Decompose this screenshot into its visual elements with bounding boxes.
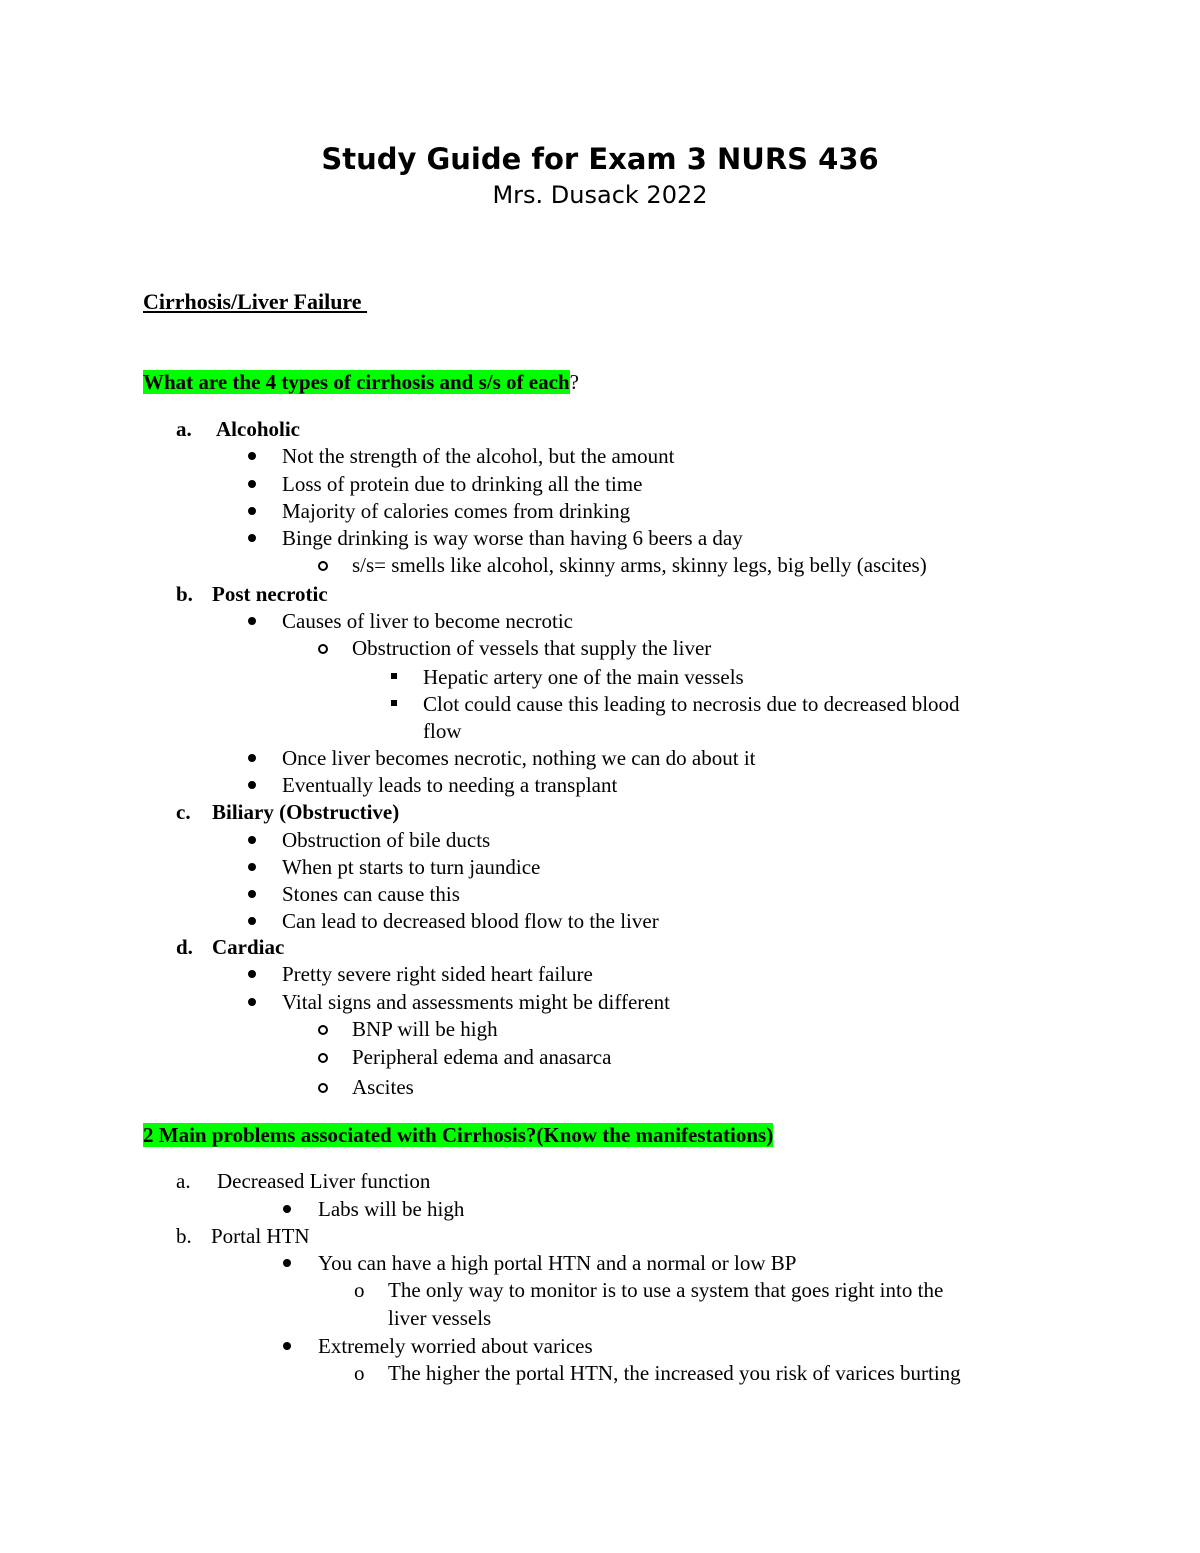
bullet-icon <box>248 890 256 898</box>
bullet-icon <box>248 507 256 515</box>
bullet-icon <box>248 754 256 762</box>
square-bullet-icon <box>391 700 397 706</box>
list-item: Ascites <box>352 1075 414 1099</box>
list-item: Binge drinking is way worse than having 6 beers a day <box>282 526 743 550</box>
bullet-icon <box>283 1259 291 1267</box>
bullet-icon <box>248 534 256 542</box>
type-alcoholic: Alcoholic <box>216 417 300 441</box>
list-item: Vital signs and assessments might be different <box>282 990 670 1014</box>
list-item: Eventually leads to needing a transplant <box>282 773 618 797</box>
bullet-icon <box>248 781 256 789</box>
bullet-icon <box>248 863 256 871</box>
section-heading: Cirrhosis/Liver Failure <box>143 289 368 314</box>
list-item: BNP will be high <box>352 1017 498 1041</box>
bullet-icon <box>283 1342 291 1350</box>
list-item: Once liver becomes necrotic, nothing we can do about it <box>282 746 756 770</box>
type-cardiac: Cardiac <box>212 935 285 959</box>
circle-bullet-icon <box>318 561 328 571</box>
list-item: The only way to monitor is to use a system that goes right into the <box>388 1278 944 1302</box>
circle-bullet-icon <box>318 1025 328 1035</box>
type-post-necrotic: Post necrotic <box>212 582 328 606</box>
document-title: Study Guide for Exam 3 NURS 436 <box>321 142 879 176</box>
document-subtitle: Mrs. Dusack 2022 <box>492 181 708 209</box>
list-item: Labs will be high <box>318 1197 465 1221</box>
list-item: Loss of protein due to drinking all the time <box>282 472 643 496</box>
question-1-highlight: What are the 4 types of cirrhosis and s/s of each <box>143 370 570 394</box>
letter-o-bullet: o <box>354 1278 365 1302</box>
list-item: Can lead to decreased blood flow to the liver <box>282 909 659 933</box>
bullet-icon <box>248 617 256 625</box>
circle-bullet-icon <box>318 1053 328 1063</box>
list-item: Causes of liver to become necrotic <box>282 609 573 633</box>
problem-portal-htn: Portal HTN <box>211 1224 310 1248</box>
list-item: Extremely worried about varices <box>318 1334 593 1358</box>
list-item: Not the strength of the alcohol, but the amount <box>282 444 675 468</box>
list-marker-b: b. <box>176 1224 192 1248</box>
question-1 <box>143 368 579 396</box>
list-item: Pretty severe right sided heart failure <box>282 962 593 986</box>
bullet-icon <box>283 1205 291 1213</box>
question-2-highlight: 2 Main problems associated with Cirrhosis?(Know the manifestations) <box>143 1123 774 1147</box>
list-item: The higher the portal HTN, the increased you risk of varices burting <box>388 1361 961 1385</box>
list-item: When pt starts to turn jaundice <box>282 855 541 879</box>
list-marker-c: c. <box>176 800 191 824</box>
list-item: Hepatic artery one of the main vessels <box>423 665 744 689</box>
circle-bullet-icon <box>318 644 328 654</box>
question-2 <box>143 1121 773 1149</box>
circle-bullet-icon <box>318 1083 328 1093</box>
list-item: Obstruction of bile ducts <box>282 828 491 852</box>
list-marker-b: b. <box>176 582 193 606</box>
bullet-icon <box>248 998 256 1006</box>
list-item: Peripheral edema and anasarca <box>352 1045 612 1069</box>
letter-o-bullet: o <box>354 1361 365 1385</box>
problem-decreased-liver-function: Decreased Liver function <box>217 1169 431 1193</box>
list-item: You can have a high portal HTN and a normal or low BP <box>318 1251 797 1275</box>
list-item-continuation: flow <box>423 719 462 743</box>
list-marker-d: d. <box>176 935 193 959</box>
square-bullet-icon <box>391 673 397 679</box>
bullet-icon <box>248 970 256 978</box>
bullet-icon <box>248 917 256 925</box>
question-1-mark: ? <box>569 370 579 394</box>
type-biliary: Biliary (Obstructive) <box>212 800 400 824</box>
list-marker-a: a. <box>176 1169 191 1193</box>
list-item: Majority of calories comes from drinking <box>282 499 631 523</box>
list-item: Clot could cause this leading to necrosis due to decreased blood <box>423 692 960 716</box>
list-item: Stones can cause this <box>282 882 460 906</box>
bullet-icon <box>248 480 256 488</box>
list-item: Obstruction of vessels that supply the liver <box>352 636 712 660</box>
list-marker-a: a. <box>176 417 192 441</box>
list-item-continuation: liver vessels <box>388 1306 492 1330</box>
bullet-icon <box>248 836 256 844</box>
list-item: s/s= smells like alcohol, skinny arms, skinny legs, big belly (ascites) <box>352 553 927 577</box>
bullet-icon <box>248 452 256 460</box>
